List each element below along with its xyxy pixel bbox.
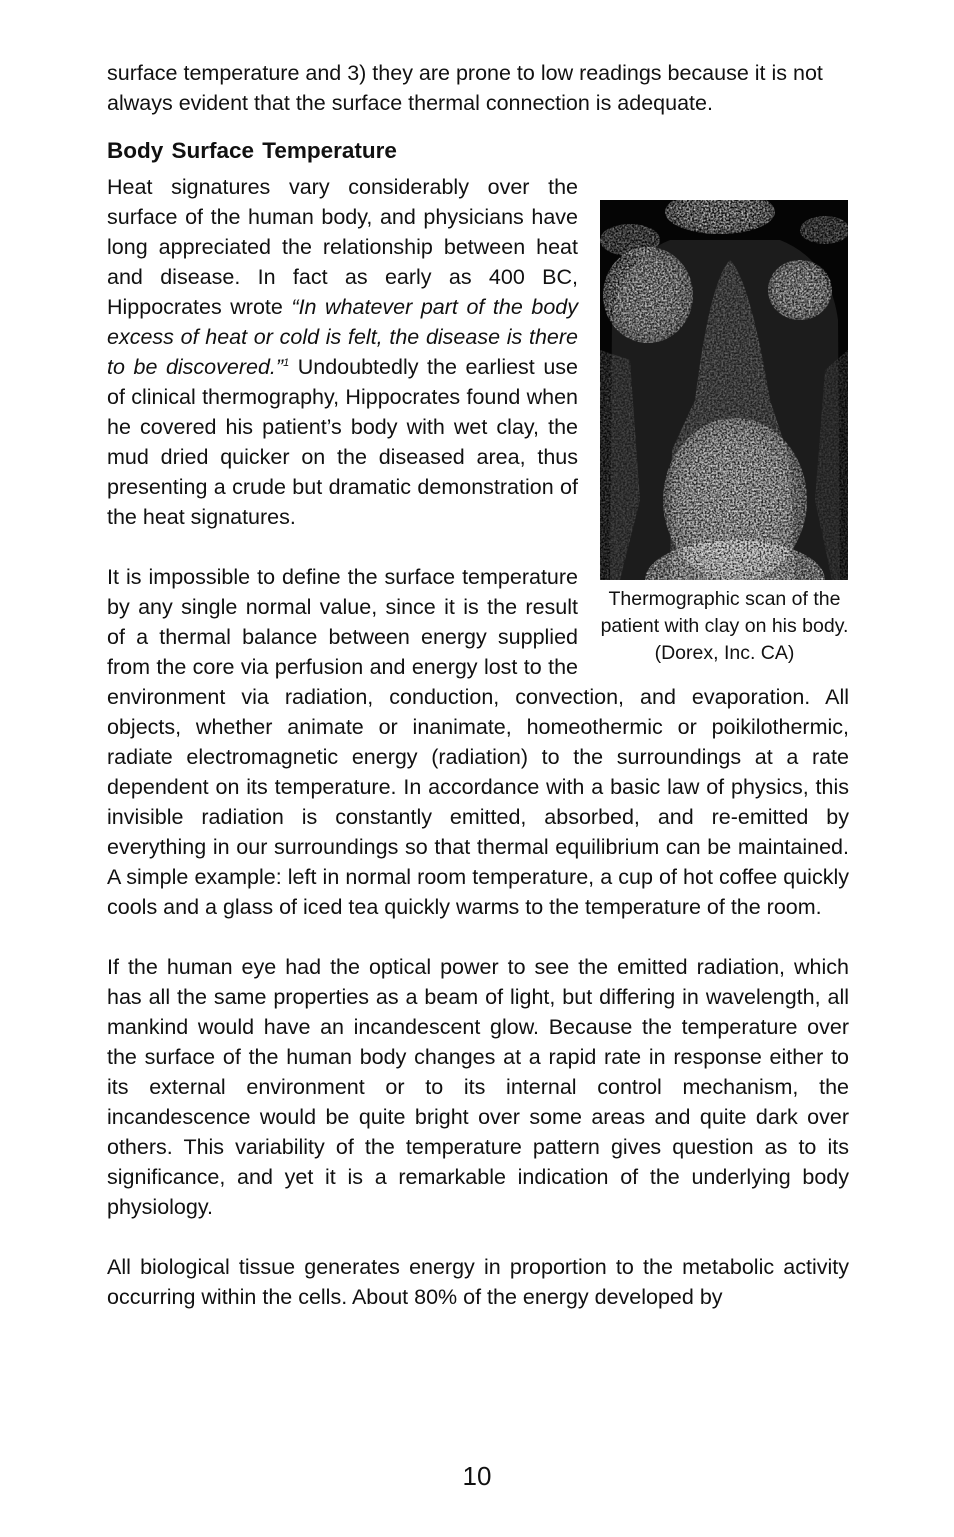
page-number: 10 [462, 1461, 492, 1491]
paragraph-biological-tissue: All biological tissue generates energy in proportion to the metabolic activity occurring within the cells. About 80% of the energy developed by [107, 1255, 849, 1309]
page-body [107, 58, 849, 1312]
figure-caption: Thermographic scan of the patient with clay on his body. (Dorex, Inc. CA) [600, 588, 849, 664]
hippocrates-quote: “In whatever part of the body excess of heat or cold is felt, the disease is there to be discovered.” [107, 295, 578, 379]
paragraph-surface-temperature: It is impossible to define the surface temperature by any single normal value, since it is the result of a thermal balance between energy supplied from the core via perfusion and energy lost to the environment via radiation, conduction, convection, and evaporation. All objects, whether animate or inanimate, homeothermic or poikilothermic, radiate electromagnetic energy (radiation) to the surroundings at a rate dependent on its temperature. In accordance with a basic law of physics, this invisible radiation is constantly emitted, absorbed, and re-emitted by everything in our surroundings so that thermal equilibrium can be maintained. A simple example: left in normal room temperature, a cup of hot coffee quickly cools and a glass of iced tea quickly warms to the temperature of the room. [107, 565, 849, 919]
thermographic-scan-image [600, 200, 848, 580]
section-heading: Body Surface Temperature [107, 138, 397, 163]
intro-paragraph: surface temperature and 3) they are prone to low readings because it is not always evident that the surface thermal connection is adequate. [107, 61, 823, 115]
paragraph-emitted-radiation: If the human eye had the optical power to see the emitted radiation, which has all the same properties as a beam of light, but differing in wavelength, all mankind would have an incandescent glow. Because the temperature over the surface of the human body changes at a rapid rate in response either to its external environment or to its internal control mechanism, the incandescence would be quite bright over some areas and quite dark over others. This variability of the temperature pattern gives question as to its significance, and yet it is a remarkable indication of the underlying body physiology. [107, 955, 849, 1219]
thermographic-figure [600, 200, 849, 667]
paragraph-heat-signatures-text-a: Heat signatures vary considerably over the surface of the human body, and physicians have long appreciated the relationship between heat and disease. In fact as early as 400 BC, Hippocrates wrote [107, 175, 578, 319]
paragraph-heat-signatures-text-b: Undoubtedly the earliest use of clinical thermography, Hippocrates found when he covered his patient’s body with wet clay, the mud dried quicker on the diseased area, thus presenting a crude but dramatic demonstration of the heat signatures. [107, 355, 578, 529]
footnote-ref: 1 [283, 356, 290, 369]
